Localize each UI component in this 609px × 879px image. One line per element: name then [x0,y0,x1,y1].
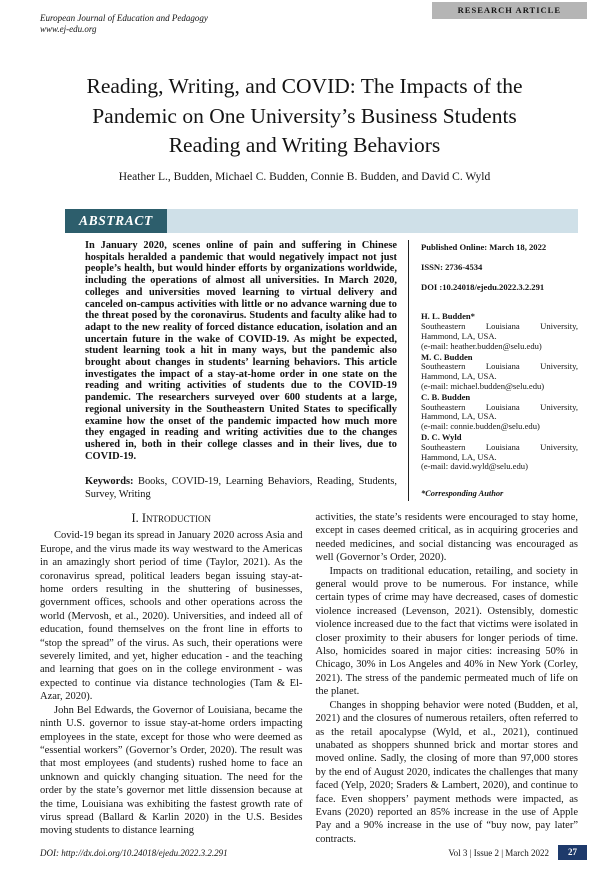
author-name: M. C. Budden [421,351,473,362]
author-affiliation: Southeastern Louisiana University, Hammond, LA, USA. [421,321,578,341]
page-footer [40,845,587,860]
article-authors-line: Heather L., Budden, Michael C. Budden, Connie B. Budden, and David C. Wyld [118,171,491,183]
keywords-label: Keywords: [85,476,134,488]
page-number-badge: 27 [558,845,587,860]
author-block [421,393,578,432]
article-title: Reading, Writing, and COVID: The Impacts of the Pandemic on One University’s Business Students Reading and Writing Behaviors [86,74,523,157]
keywords-text: Books, COVID-19, Learning Behaviors, Reading, Students, Survey, Writing [85,476,397,500]
journal-name: European Journal of Education and Pedagogy [40,13,208,23]
footer-issue-info: Vol 3 | Issue 2 | March 2022 [448,847,549,858]
research-article-badge: RESEARCH ARTICLE [432,2,587,19]
abstract-header-bar [65,209,578,233]
author-email: (e-mail: heather.budden@selu.edu) [421,340,542,351]
body-text [40,511,578,846]
section-heading-introduction: I. Introduction [131,511,212,525]
author-name: C. B. Budden [421,391,471,402]
doi: DOI :10.24018/ejedu.2022.3.2.291 [421,281,545,292]
body-paragraph: Impacts on traditional education, retailing, and society in general would prove to be numerous. For instance, while certain types of crime may have decreased, cases of domestic violence increased (Levenson, 2021). Ostensibly, domestic violence increased due to the fact that victims were isolated in closer proximity to their abusers for longer periods of time. Also, homicides soared in major cities: increasing 50% in Chicago, 30% in Los Angeles and 40% in New York (Corley, 2021). The stress of the pandemic permeated much of life on the planet. [315,565,578,698]
keywords-line [85,476,397,501]
author-affiliation: Southeastern Louisiana University, Hammond, LA, USA. [421,441,578,462]
author-email: (e-mail: michael.budden@selu.edu) [421,380,545,391]
abstract-text: In January 2020, scenes online of pain and suffering in Chinese hospitals heralded a pandemic that would negatively impact not just people’s health, but would hinder efforts by organizations worldwide, including the operations of almost all universities. In March 2020, colleges and universities moved learning to virtual delivery and canceled on-campus activities with little or no advance warning due to the threat posed by the coronavirus. Students and faculty alike had to adapt to the new reality of forced distance education, isolation and an uncertain future in the wake of COVID-19. As might be expected, student learning took a hit in many ways, but the pandemic also brought about changes in students’ learning behaviors. This article investigates the impact of a stay-at-home order in one state on the reading and writing activities of students due to the COVID-19 pandemic. The researchers surveyed over 600 students at a large, regional university in the Southeastern United States to specifically examine how the onset of the pandemic impacted how much more they engaged in reading and writing activities due to the changes ushered in, both in their college classes and in their lives, due to COVID-19. [85,240,397,462]
author-name: D. C. Wyld [421,431,462,442]
body-right-column [316,511,579,846]
body-paragraph: John Bel Edwards, the Governor of Louisiana, became the ninth U.S. governor to issue stay-at-home orders impacting employees in the state, except for those who were deemed as “essential workers” (Governor’s Order, 2020). The result was that most employees (and students) rushed home to face an unknown and quickly changing situation. The need for the order by the state’s governor met little dissension because at the time, Louisiana was exhibiting the fastest growth rate of virus spread (Ballard & Karlin 2020) in the U.S. Besides moving students to distance learning [40,704,303,837]
author-block [421,433,578,472]
issn: ISSN: 2736-4534 [421,261,483,272]
author-name: H. L. Budden* [421,311,475,322]
author-email: (e-mail: connie.budden@selu.edu) [421,421,540,432]
body-paragraph: Covid-19 began its spread in January 2020 across Asia and Europe, and the virus made its way westward to the Americas in an amazingly short period of time (Taylor, 2021). As the coronavirus spread, political leaders began issuing stay-at-home orders resulting in the shuttering of businesses, government offices, schools and other operations across the world (Mervosh, et al., 2020). Universities, and indeed all of education, found themselves on the front line in efforts to “stop the spread” of the virus. As such, their operations were severely limited, and yet, higher education - and the teaching and learning that goes on in the college environment - was expected to continue via distance technologies (Tam & El-Azar, 2020). [40,530,303,703]
author-affiliation: Southeastern Louisiana University, Hammond, LA, USA. [421,361,578,382]
article-meta-sidebar [409,240,578,501]
author-block [421,353,578,392]
body-paragraph: activities, the state’s residents were encouraged to stay home, except in cases deemed critical, as in acquiring groceries and needed medicines, and social distancing was encouraged as well (Governor’s Order, 2020). [315,512,578,564]
published-online: Published Online: March 18, 2022 [421,242,547,252]
journal-url: www.ej-edu.org [40,24,97,34]
footer-doi: DOI: http://dx.doi.org/10.24018/ejedu.2022.3.2.291 [40,847,228,858]
author-email: (e-mail: david.wyld@selu.edu) [421,461,528,472]
author-affiliation: Southeastern Louisiana University, Hammond, LA, USA. [421,401,578,422]
author-block [421,312,578,351]
abstract-label: ABSTRACT [65,209,167,233]
corresponding-author-note: *Corresponding Author [421,489,504,499]
body-left-column [40,511,303,846]
abstract-section [65,209,578,501]
body-paragraph: Changes in shopping behavior were noted (Budden, et al, 2021) and the closures of numerous retailers, often referred to as the retail apocalypse (Wyld, et al., 2021), continued unabated as shoppers shunned brick and mortar stores and moved online. Sadly, the closing of more than 97,000 stores by the end of August 2020, indicates the challenges that many faced (Yelp, 2020; Sraders & Lambert, 2020), and continue to face. Even shoppers’ payment methods were impacted, as Evans (2020) reported an 85% increase in the use of Apple Pay and a 90% increase in the use of “buy now, pay later” contracts. [315,699,578,845]
abstract-column [65,240,397,501]
journal-masthead [40,13,208,35]
